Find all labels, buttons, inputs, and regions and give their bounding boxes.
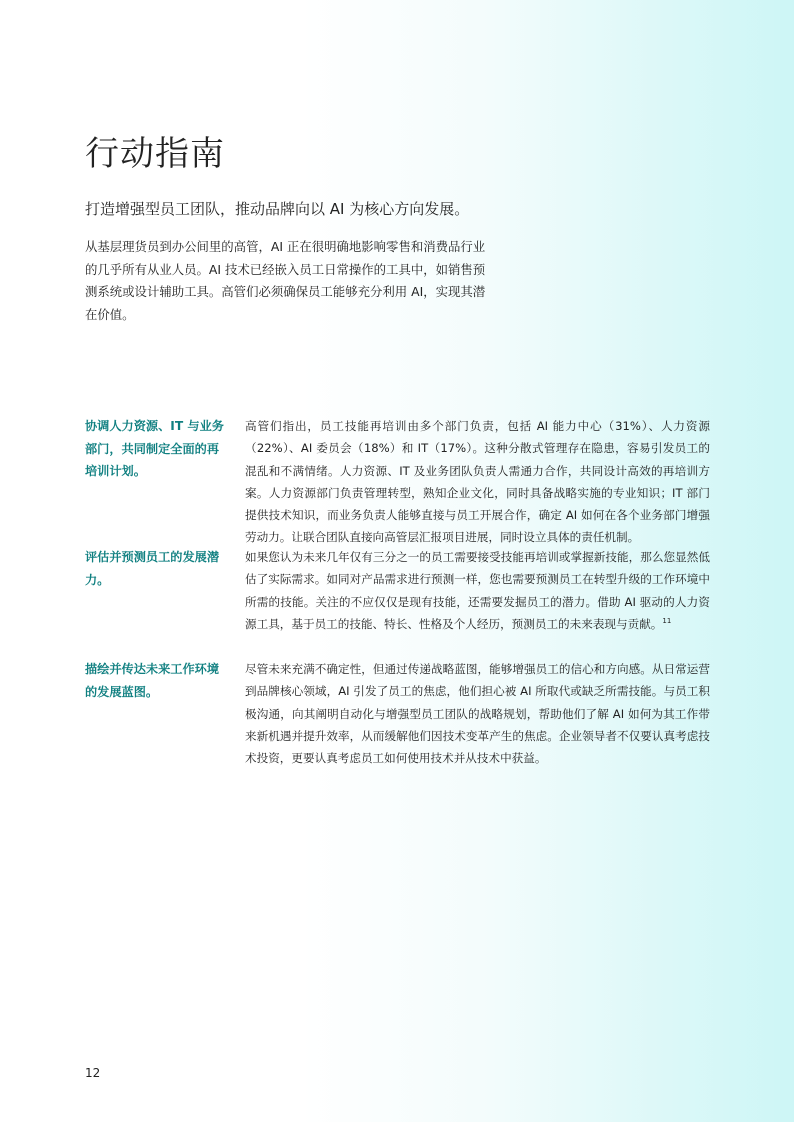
footnote-marker: 11 [662, 617, 672, 626]
section-heading: 协调人力资源、IT 与业务部门，共同制定全面的再培训计划。 [85, 419, 224, 478]
section-body-text: 如果您认为未来几年仅有三分之一的员工需要接受技能再培训或掌握新技能，那么您显然低估了实际需求。如同对产品需求进行预测一样，您也需要预测员工在转型升级的工作环境中所需的技能。关注的不应仅仅是现有技能，还需要发掘员工的潜力。借助 AI 驱动的人力资源工具，基于员工的技能、特长、性格及个人经历，预测员工的未来表现与贡献。 [245, 550, 710, 631]
section-body: 高管们指出，员工技能再培训由多个部门负责，包括 AI 能力中心（31%）、人力资源（22%）、AI 委员会（18%）和 IT（17%）。这种分散式管理存在隐患，容易引发员工的混乱和不满情绪。人力资源、IT 及业务团队负责人需通力合作，共同设计高效的再培训方案。人力资源部门负责管理转型，熟知企业文化，同时具备战略实施的专业知识；IT 部门提供技术知识，而业务负责人能够直接与员工开展合作，确定 AI 如何在各个业务部门增强劳动力。让联合团队直接向高管层汇报项目进展，同时设立具体的责任机制。 [245, 419, 710, 545]
page-title: 行动指南 [85, 134, 225, 174]
section-heading: 评估并预测员工的发展潜力。 [85, 550, 220, 587]
section-body [245, 546, 710, 635]
page-number: 12 [85, 1066, 101, 1080]
section-body: 尽管未来充满不确定性，但通过传递战略蓝图，能够增强员工的信心和方向感。从日常运营到品牌核心领域，AI 引发了员工的焦虑，他们担心被 AI 所取代或缺乏所需技能。与员工积极沟通，向其阐明自动化与增强型员工团队的战略规划，帮助他们了解 AI 如何为其工作带来新机遇并提升效率，从而缓解他们因技术变革产生的焦虑。企业领导者不仅要认真考虑技术投资，更要认真考虑员工如何使用技术并从技术中获益。 [245, 662, 710, 766]
intro-paragraph: 从基层理货员到办公间里的高管，AI 正在很明确地影响零售和消费品行业的几乎所有从业人员。AI 技术已经嵌入员工日常操作的工具中，如销售预测系统或设计辅助工具。高管们必须确保员工能够充分利用 AI，实现其潜在价值。 [85, 239, 486, 322]
section-heading: 描绘并传达未来工作环境的发展蓝图。 [85, 662, 220, 699]
page-subtitle: 打造增强型员工团队，推动品牌向以 AI 为核心方向发展。 [85, 200, 470, 218]
